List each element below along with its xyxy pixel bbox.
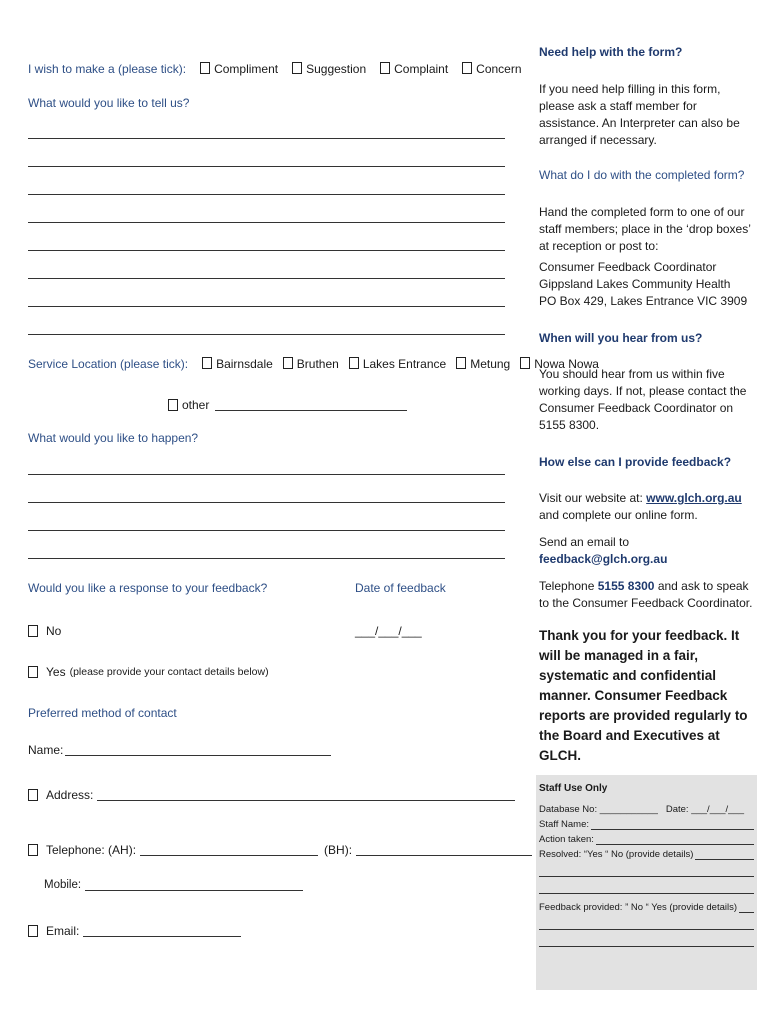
response-yes[interactable]	[28, 665, 269, 679]
action-taken-field[interactable]	[596, 835, 754, 845]
happen-line[interactable]	[28, 474, 505, 475]
checkbox-icon[interactable]	[292, 62, 302, 74]
feedback-provided-row	[539, 902, 754, 913]
telephone-ah-label: Telephone: (AH):	[46, 843, 137, 857]
resolved-label: Resolved: “Yes “ No (provide details)	[539, 849, 694, 860]
checkbox-icon[interactable]	[200, 62, 210, 74]
staff-database-row	[539, 804, 754, 815]
staff-line[interactable]	[539, 929, 754, 930]
hear-heading: When will you hear from us?	[539, 331, 703, 345]
completed-heading: What do I do with the completed form?	[539, 168, 745, 182]
staff-use-title: Staff Use Only	[539, 783, 608, 794]
happen-line[interactable]	[28, 502, 505, 503]
option-complaint[interactable]: Complaint	[380, 62, 448, 76]
website-text: Visit our website at: www.glch.org.au and complete our online form.	[539, 491, 742, 522]
no-label: No	[46, 624, 62, 638]
tell-us-line[interactable]	[28, 278, 505, 279]
other-label: other	[182, 398, 210, 412]
feedback-type-row	[28, 62, 536, 76]
telephone-row	[28, 843, 532, 857]
help-heading: Need help with the form?	[539, 45, 683, 59]
name-label: Name:	[28, 743, 64, 757]
checkbox-icon[interactable]	[349, 357, 359, 369]
checkbox-icon[interactable]	[380, 62, 390, 74]
happen-line[interactable]	[28, 530, 505, 531]
other-field[interactable]	[215, 399, 407, 411]
option-bairnsdale[interactable]: Bairnsdale	[202, 357, 273, 371]
staff-name-label: Staff Name:	[539, 819, 589, 830]
option-bruthen[interactable]: Bruthen	[283, 357, 339, 371]
email-row	[28, 924, 241, 938]
checkbox-icon[interactable]	[462, 62, 472, 74]
else-heading: How else can I provide feedback?	[539, 455, 732, 469]
email-label: Email:	[46, 924, 80, 938]
feedback-type-prompt: I wish to make a (please tick):	[28, 62, 187, 76]
staff-use-box	[536, 775, 757, 990]
name-row	[28, 743, 331, 757]
checkbox-icon[interactable]	[28, 666, 38, 678]
staff-name-field[interactable]	[591, 820, 754, 830]
checkbox-icon[interactable]	[456, 357, 466, 369]
staff-line[interactable]	[539, 893, 754, 894]
database-no-field[interactable]: Database No: ___________	[539, 804, 658, 815]
address-label: Address:	[46, 788, 94, 802]
yes-label: Yes	[46, 665, 66, 679]
telephone-ah-field[interactable]	[140, 844, 318, 856]
tell-us-line[interactable]	[28, 194, 505, 195]
service-location-row	[28, 357, 599, 371]
address-line-3: PO Box 429, Lakes Entrance VIC 3909	[539, 294, 748, 308]
option-nowa-nowa[interactable]: Nowa Nowa	[520, 357, 599, 371]
tell-us-label: What would you like to tell us?	[28, 96, 190, 110]
happen-label: What would you like to happen?	[28, 431, 199, 445]
address-line-2: Gippsland Lakes Community Health	[539, 277, 731, 291]
date-field[interactable]: ___/___/___	[355, 624, 422, 638]
name-field[interactable]	[65, 744, 331, 756]
telephone-bh-field[interactable]	[356, 844, 532, 856]
address-row	[28, 788, 515, 802]
yes-note: (please provide your contact details below)	[69, 666, 269, 678]
tell-us-line[interactable]	[28, 250, 505, 251]
email-link[interactable]: feedback@glch.org.au	[539, 552, 668, 566]
action-taken-label: Action taken:	[539, 834, 594, 845]
address-line-1: Consumer Feedback Coordinator	[539, 260, 717, 274]
telephone-bh-label: (BH):	[324, 843, 353, 857]
option-compliment[interactable]: Compliment	[200, 62, 278, 76]
option-metung[interactable]: Metung	[456, 357, 510, 371]
tell-us-line[interactable]	[28, 334, 505, 335]
mobile-row	[44, 879, 303, 891]
completed-text: Hand the completed form to one of our staff members; place in the ‘drop boxes’ at reception or post to:	[539, 205, 751, 253]
email-field[interactable]	[83, 925, 241, 937]
service-location-prompt: Service Location (please tick):	[28, 357, 189, 371]
website-link[interactable]: www.glch.org.au	[646, 491, 742, 505]
staff-line[interactable]	[539, 876, 754, 877]
resolved-row	[539, 849, 754, 860]
feedback-provided-field[interactable]	[739, 903, 754, 913]
happen-line[interactable]	[28, 558, 505, 559]
feedback-provided-label: Feedback provided: ” No “ Yes (provide details)	[539, 902, 738, 913]
telephone-text: Telephone 5155 8300 and ask to speak to the Consumer Feedback Coordinator.	[539, 579, 753, 610]
action-taken-row	[539, 834, 754, 845]
checkbox-icon[interactable]	[28, 925, 38, 937]
tell-us-line[interactable]	[28, 222, 505, 223]
help-text: If you need help filling in this form, please ask a staff member for assistance. An Interpreter can also be arranged if necessary.	[539, 82, 740, 147]
info-column	[539, 44, 759, 766]
checkbox-icon[interactable]	[168, 399, 178, 411]
telephone-number: 5155 8300	[597, 579, 655, 593]
option-lakes-entrance[interactable]: Lakes Entrance	[349, 357, 446, 371]
tell-us-line[interactable]	[28, 138, 505, 139]
mobile-field[interactable]	[85, 879, 303, 891]
checkbox-icon[interactable]	[28, 625, 38, 637]
date-of-feedback-label: Date of feedback	[355, 581, 446, 595]
hear-text: You should hear from us within five working days. If not, please contact the Consumer Feedback Coordinator on 5155 8300.	[539, 367, 747, 432]
checkbox-icon[interactable]	[28, 844, 38, 856]
staff-name-row	[539, 819, 754, 830]
checkbox-icon[interactable]	[28, 789, 38, 801]
checkbox-icon[interactable]	[202, 357, 212, 369]
tell-us-line[interactable]	[28, 306, 505, 307]
response-question: Would you like a response to your feedback?	[28, 581, 268, 595]
preferred-contact-label: Preferred method of contact	[28, 706, 177, 720]
resolved-field[interactable]	[695, 850, 754, 860]
tell-us-line[interactable]	[28, 166, 505, 167]
other-location-row	[168, 398, 407, 412]
option-suggestion[interactable]: Suggestion	[292, 62, 366, 76]
thank-you-text: Thank you for your feedback. It will be managed in a fair, systematic and confidential manner. Consumer Feedback reports are provided regularly to the Board and Executives at GLCH.	[539, 628, 748, 763]
checkbox-icon[interactable]	[520, 357, 530, 369]
response-no[interactable]	[28, 624, 61, 638]
address-field[interactable]	[97, 789, 515, 801]
email-text: Send an email to feedback@glch.org.au	[539, 535, 668, 566]
staff-line[interactable]	[539, 946, 754, 947]
option-concern[interactable]: Concern	[462, 62, 521, 76]
staff-date-field[interactable]: Date: ___/___/___	[665, 804, 745, 815]
mobile-label: Mobile:	[44, 879, 82, 891]
checkbox-icon[interactable]	[283, 357, 293, 369]
